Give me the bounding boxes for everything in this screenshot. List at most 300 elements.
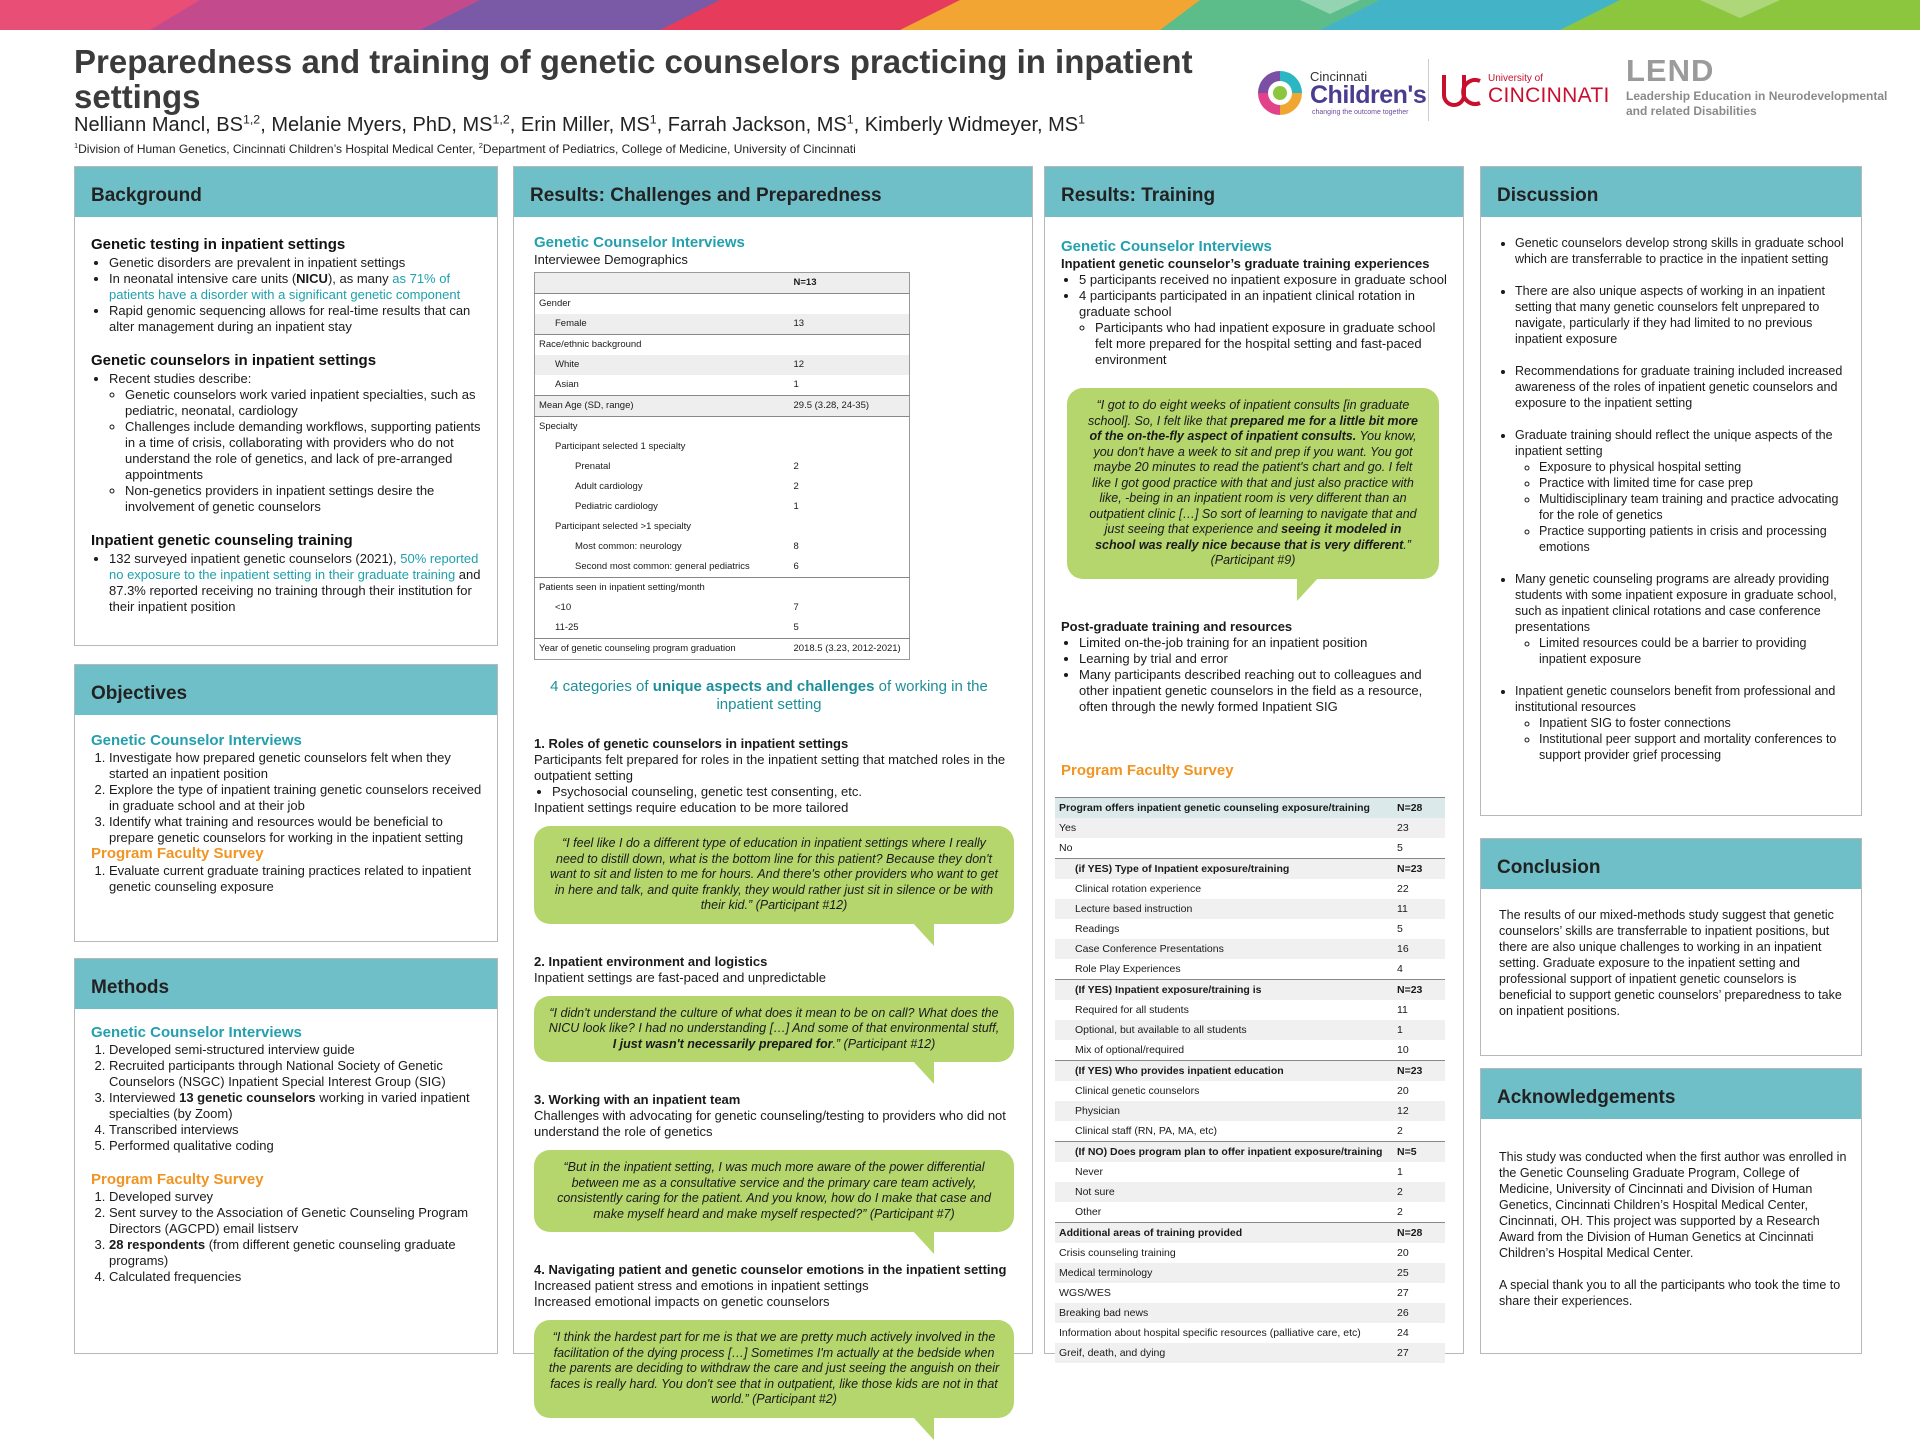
table-cell-label: No <box>1059 841 1073 854</box>
section-title: Inpatient genetic counseling training <box>91 532 353 549</box>
table-row <box>535 294 910 315</box>
table-cell-value: N=23 <box>1393 858 1445 879</box>
decorative-banner <box>0 0 1920 30</box>
list-item: 4. Calculated frequencies <box>109 1269 483 1285</box>
logo-tagline: changing the outcome together <box>1312 109 1409 116</box>
uc-mark-icon <box>1440 71 1484 111</box>
list-item <box>109 551 483 615</box>
acknowledgements-panel <box>1480 1068 1862 1354</box>
table-cell-label: Specialty <box>535 417 790 438</box>
table-cell-value: 20 <box>1397 1246 1409 1259</box>
author-affiliation-mark: 1,2 <box>242 112 261 127</box>
table-cell-label: Medical terminology <box>1055 1263 1393 1283</box>
category-text: Inpatient settings are fast-paced and unpredictable <box>534 969 826 985</box>
list-item <box>1079 288 1449 368</box>
author-affiliation-mark: 1 <box>846 112 854 127</box>
author: Kimberly Widmeyer, MS <box>864 114 1079 136</box>
table-cell-value: 12 <box>790 355 910 375</box>
table-cell-label: Program offers inpatient genetic counseling exposure/training <box>1055 797 1393 818</box>
list-item: ◦ Multidisciplinary team training and practice advocating for the role of genetics <box>1539 491 1847 523</box>
table-cell-label: Other <box>1075 1205 1102 1218</box>
table-cell-label: Most common: neurology <box>575 541 682 552</box>
table-cell-label: (If NO) Does program plan to offer inpatient exposure/training <box>1055 1141 1393 1162</box>
table-cell-value: N=5 <box>1393 1141 1445 1162</box>
list-item: 4. Transcribed interviews <box>109 1122 483 1138</box>
list-item: ◦ Practice supporting patients in crisis and processing emotions <box>1539 523 1847 555</box>
sub-list <box>1515 459 1847 555</box>
logo-text: Cincinnati <box>1310 69 1368 84</box>
logo-text: Children's <box>1310 81 1427 109</box>
table-row <box>535 314 910 335</box>
panel-body <box>1497 235 1847 763</box>
list-item: ◦ Practice with limited time for case prep <box>1539 475 1847 491</box>
bullet-list <box>534 784 1014 800</box>
table-row <box>1055 1081 1445 1101</box>
table-cell-value: 23 <box>1393 818 1445 838</box>
university-of-cincinnati-logo <box>1440 69 1610 119</box>
table-row <box>1055 939 1445 959</box>
list-item <box>1515 427 1847 555</box>
logo-text: University of <box>1488 73 1544 84</box>
quote-bubble <box>534 996 1014 1063</box>
sub-list <box>1515 715 1847 763</box>
table-row <box>535 396 910 417</box>
table-cell-value: 2 <box>1397 1124 1403 1137</box>
table-cell-value: N=23 <box>1393 1060 1445 1081</box>
table-row <box>535 355 910 375</box>
table-cell-value: 7 <box>793 602 799 613</box>
table-cell-value <box>790 335 910 356</box>
panel-body <box>534 235 1014 1418</box>
text: 4 participants participated in an inpatient clinical rotation in graduate school <box>1079 288 1416 319</box>
text: seeing it modeled in school was really nice because that is very different <box>1095 522 1404 552</box>
table-cell-value <box>790 417 910 438</box>
table-row <box>535 537 910 557</box>
table-cell-label: Required for all students <box>1075 1003 1189 1016</box>
table-cell-value: 27 <box>1397 1286 1409 1299</box>
table-cell-label: Clinical rotation experience <box>1075 882 1202 895</box>
panel-heading: Objectives <box>75 665 497 715</box>
table-cell-value <box>790 294 910 315</box>
table-cell-label: Not sure <box>1055 1182 1393 1202</box>
author-list: Nelliann Mancl, BS$^{1,2}$, Melanie Myers, PhD, MS$^{1,2}$, Erin Miller, $MS^1$, Farrah Jackson, $MS^1$, Kimberly Widmeyer, $MS^1$ <box>74 112 1086 136</box>
author-affiliation-mark: 1 <box>649 112 657 127</box>
table-cell-label: (If YES) Inpatient exposure/training is <box>1055 979 1393 1000</box>
table-cell-label: Clinical genetic counselors <box>1075 1084 1200 1097</box>
numbered-list <box>91 863 483 895</box>
table-cell-value: 1 <box>793 501 799 512</box>
table-cell-label: Asian <box>555 379 579 390</box>
category-text: Participants felt prepared for roles in the inpatient setting that matched roles in the outpatient setting <box>534 752 1006 783</box>
table-cell-label: Breaking bad news <box>1055 1303 1393 1323</box>
poster-title: Preparedness and training of genetic counselors practicing in inpatient settings <box>74 43 1193 115</box>
list-item: • Genetic counselors develop strong skills in graduate school which are transferrable to practice in the inpatient setting <box>1515 235 1847 267</box>
table-row <box>1055 797 1445 818</box>
acknowledgement-text: This study was conducted when the first author was enrolled in the Genetic Counseling Graduate Program, College of Medicine, University of Cincinnati and Division of Human Genetics, Cincinnati Children’s Hospital Medical Center, Cincinnati, OH. This project was supported by a Research Award from the Division of Human Genetics at Cincinnati Children’s Hospital Medical Center. <box>1499 1150 1847 1260</box>
category-title: 4. Navigating patient and genetic counselor emotions in the inpatient setting <box>534 1262 1007 1277</box>
list-item: 5. Performed qualitative coding <box>109 1138 483 1154</box>
table-cell-label: WGS/WES <box>1059 1286 1111 1299</box>
table-cell-label: Clinical staff (RN, PA, MA, etc) <box>1075 1124 1217 1137</box>
table-row <box>1055 838 1445 859</box>
affiliation-mark: 2 <box>478 141 483 150</box>
cincinnati-childrens-mark-icon <box>1254 67 1306 119</box>
table-cell-value: 20 <box>1397 1084 1409 1097</box>
categories-heading <box>534 678 1004 714</box>
text: and 87.3% reported receiving no training through their institution for their inpatient position <box>109 567 481 614</box>
affiliations <box>74 142 1234 156</box>
subsection-title: Post-graduate training and resources <box>1061 618 1293 634</box>
list-item: • 5 participants received no inpatient exposure in graduate school <box>1079 272 1449 288</box>
quote-bubble <box>1067 388 1439 579</box>
list-item <box>1515 683 1847 763</box>
section-title: Program Faculty Survey <box>91 845 264 862</box>
table-cell-value: 16 <box>1393 939 1445 959</box>
bullet-list <box>1061 272 1449 368</box>
table-cell-value: 29.5 (3.28, 24-35) <box>790 396 910 417</box>
table-cell-label: Female <box>535 314 790 335</box>
table-cell-label: Yes <box>1055 818 1393 838</box>
conclusion-text: The results of our mixed-methods study suggest that genetic counselors’ skills are transferrable to inpatient positions, but there are also unique challenges to working in an inpatient setting. Graduate exposure to the inpatient setting and professional support of inpatient genetic counselors is beneficial to support genetic counselors’ preparedness to take on inpatient positions. <box>1499 908 1842 1018</box>
logo-text: LEND <box>1626 53 1715 88</box>
list-item: ◦ Institutional peer support and mortality conferences to support provider grief processing <box>1539 731 1847 763</box>
author-affiliation-mark: 1,2 <box>492 112 510 127</box>
panel-heading: Results: Training <box>1045 167 1463 217</box>
panel-body <box>91 237 483 627</box>
list-item: ◦ Non-genetics providers in inpatient settings desire the involvement of genetic counselors <box>125 483 483 515</box>
table-cell-value: N=23 <box>1393 979 1445 1000</box>
table-cell-label: (If YES) Who provides inpatient education <box>1055 1060 1393 1081</box>
list-item: • Many participants described reaching out to colleagues and other inpatient genetic counselors in the field as a resource, often through the newly formed Inpatient SIG <box>1079 667 1449 715</box>
table-row <box>1055 1000 1445 1020</box>
text: You know, you don't have a week to sit and prep if you want. You got maybe 20 minutes to read the patient's chart and go. I felt like I got good practice with that and just also practice with like, -being in an inpatient room is very different than an outpatient clinic […] So sort of learning to navigate that and just seeing that experience and <box>1089 429 1417 536</box>
table-cell-label: (if YES) Type of Inpatient exposure/training <box>1055 858 1393 879</box>
table-cell-value: 2018.5 (3.23, 2012-2021) <box>790 639 910 660</box>
text: “I got to do eight weeks of inpatient consults [in graduate school]. So, I felt like that <box>1088 398 1410 428</box>
list-item: • Genetic disorders are prevalent in inpatient settings <box>109 255 483 271</box>
numbered-list <box>91 1189 483 1285</box>
table-cell-label: Role Play Experiences <box>1075 962 1181 975</box>
text: .” (Participant #9) <box>1210 537 1411 567</box>
highlight-text: as 71% of patients have a disorder with a significant genetic component <box>109 271 461 302</box>
table-cell-label: Year of genetic counseling program graduation <box>535 639 790 660</box>
table-cell-value: 11 <box>1393 899 1445 919</box>
table-cell-value: 2 <box>793 481 799 492</box>
table-cell-value: 11 <box>1397 1003 1408 1016</box>
list-item: ◦ Challenges include demanding workflows, supporting patients in a time of crisis, collaborating with providers who do not understand the role of genetics, and lack of pre-arranged appointments <box>125 419 483 483</box>
quote-bubble: “I feel like I do a different type of education in inpatient settings where I really need to distill down, what is the bottom line for this patient? Because they don't want to sit and listen to me for hours. And there's other providers who want to get in here and talk, and quite frankly, they would rather just sit in silence or be with their kid.” (Participant #12) <box>534 826 1014 924</box>
text: 4 categories of <box>550 678 653 695</box>
table-row <box>535 437 910 457</box>
panel-heading: Background <box>75 167 497 217</box>
table-row <box>1055 1101 1445 1121</box>
table-cell-value: 2 <box>1397 1205 1403 1218</box>
table-row <box>535 335 910 356</box>
text: 28 respondents <box>109 1237 206 1252</box>
section-title: Genetic testing in inpatient settings <box>91 236 346 253</box>
table-cell-label: <10 <box>555 602 572 613</box>
table-cell-value: 4 <box>1397 962 1403 975</box>
table-cell-label: Second most common: general pediatrics <box>575 561 750 572</box>
list-item: • Rapid genomic sequencing allows for real-time results that can alter management during an inpatient stay <box>109 303 483 335</box>
text: of working in the inpatient setting <box>716 678 988 713</box>
table-row <box>1055 919 1445 939</box>
table-row <box>1055 979 1445 1000</box>
text: “I didn't understand the culture of what does it mean to be on call? What does the NICU look like? I had no understanding […] And some of that environmental stuff, <box>548 1005 1000 1035</box>
list-item: 2. Recruited participants through National Society of Genetic Counselors (NSGC) Inpatient Special Interest Group (SIG) <box>109 1058 483 1090</box>
table-row <box>535 618 910 639</box>
text: Many genetic counseling programs are already providing students with some inpatient exposure in graduate school, such as inpatient clinical rotations and case conference presentations <box>1515 572 1837 634</box>
category-text: Increased patient stress and emotions in inpatient settings <box>534 1278 869 1293</box>
text: Inpatient genetic counselors benefit from professional and institutional resources <box>1515 684 1836 714</box>
table-cell-label: Lecture based instruction <box>1055 899 1393 919</box>
list-item: 3. Identify what training and resources would be beneficial to prepare genetic counselors for working in the inpatient setting <box>109 814 483 846</box>
list-item <box>109 1237 483 1269</box>
list-item <box>109 371 483 515</box>
table-row <box>535 477 910 497</box>
list-item: 1. Developed semi-structured interview guide <box>109 1042 483 1058</box>
table-cell-label: Patients seen in inpatient setting/month <box>535 578 790 599</box>
section-title: Genetic counselors in inpatient settings <box>91 352 377 369</box>
table-cell-label: 11-25 <box>555 622 579 633</box>
table-cell-value: 6 <box>793 561 799 572</box>
list-item: 1. Developed survey <box>109 1189 483 1205</box>
discussion-panel <box>1480 166 1862 816</box>
table-cell-value: 22 <box>1397 882 1409 895</box>
text: prepared me for a little bit more of the on-the-fly aspect of inpatient consults. <box>1089 413 1418 443</box>
acknowledgement-text: A special thank you to all the participants who took the time to share their experiences. <box>1499 1278 1841 1308</box>
table-caption: Interviewee Demographics <box>534 252 688 267</box>
list-item: ◦ Participants who had inpatient exposure in graduate school felt more prepared for the hospital setting and fast-paced environment <box>1095 320 1449 368</box>
table-row <box>1055 1182 1445 1202</box>
bullet-list <box>1497 235 1847 763</box>
table-row <box>535 517 910 537</box>
text: ), as many <box>327 271 393 286</box>
affiliation-2: Department of Pediatrics, College of Medicine, University of Cincinnati <box>482 142 856 156</box>
table-row <box>1055 1020 1445 1040</box>
category-text: Challenges with advocating for genetic counseling/testing to providers who did not understand the role of genetics <box>534 1108 1006 1139</box>
table-cell-value <box>790 517 910 537</box>
text: I just wasn't necessarily prepared for <box>612 1036 833 1051</box>
table-cell-label: Race/ethnic background <box>535 335 790 356</box>
table-cell-value: N=13 <box>790 273 910 294</box>
table-cell-label: Never <box>1075 1165 1104 1178</box>
author: Melanie Myers, PhD, MS <box>271 114 493 136</box>
list-item <box>1515 571 1847 667</box>
section-title: Genetic Counselor Interviews <box>91 1024 302 1041</box>
table-row <box>535 417 910 438</box>
table-row <box>1055 818 1445 838</box>
table-cell-label: Optional, but available to all students <box>1055 1020 1393 1040</box>
section-title: Program Faculty Survey <box>1061 761 1234 779</box>
panel-body <box>1499 1149 1847 1309</box>
list-item <box>109 271 483 303</box>
table-cell-value: 5 <box>793 622 799 633</box>
category-title: 1. Roles of genetic counselors in inpatient settings <box>534 736 849 751</box>
table-cell-label: Participant selected >1 specialty <box>555 521 691 532</box>
panel-heading: Discussion <box>1481 167 1861 217</box>
table-cell-label: Adult cardiology <box>575 481 643 492</box>
table-row <box>535 598 910 618</box>
table-cell-value: 2 <box>1393 1182 1445 1202</box>
panel-heading: Methods <box>75 959 497 1009</box>
table-row <box>1055 858 1445 879</box>
text: NICU <box>296 271 328 286</box>
table-row <box>1055 1343 1445 1363</box>
section-title: Genetic Counselor Interviews <box>91 732 302 749</box>
table-cell-label: Pediatric cardiology <box>575 501 658 512</box>
text: In neonatal intensive care units ( <box>109 271 297 286</box>
table-row <box>1055 959 1445 980</box>
table-cell-value: 2 <box>793 461 799 472</box>
table-row <box>1055 1202 1445 1223</box>
list-item: ◦ Limited resources could be a barrier to providing inpatient exposure <box>1539 635 1847 667</box>
table-cell-label: Prenatal <box>575 461 611 472</box>
list-item: • Psychosocial counseling, genetic test consenting, etc. <box>552 784 1014 800</box>
table-cell-value: 26 <box>1393 1303 1445 1323</box>
text: 132 surveyed inpatient genetic counselors (2021), <box>109 551 401 566</box>
training-panel <box>1044 166 1464 1359</box>
table-cell-value: 27 <box>1393 1343 1445 1363</box>
table-row <box>535 578 910 599</box>
bullet-list <box>91 551 483 615</box>
table-cell-value: 8 <box>793 541 799 552</box>
table-cell-label: Readings <box>1075 922 1120 935</box>
objectives-panel <box>74 664 498 942</box>
subsection-title: Inpatient genetic counselor’s graduate training experiences <box>1061 256 1430 271</box>
table-cell-label: White <box>535 355 790 375</box>
list-item: ◦ Genetic counselors work varied inpatient specialties, such as pediatric, neonatal, cardiology <box>125 387 483 419</box>
table-cell-value: 5 <box>1397 922 1403 935</box>
panel-body <box>91 733 483 895</box>
table-row <box>535 273 910 294</box>
text: working in varied inpatient specialties (by Zoom) <box>109 1090 470 1121</box>
text: 13 genetic counselors <box>179 1090 316 1105</box>
table-cell-value <box>790 437 910 457</box>
table-cell-label: Participant selected 1 specialty <box>555 441 686 452</box>
table-cell-label: Information about hospital specific resources (palliative care, etc) <box>1059 1326 1361 1339</box>
logo-text: and related Disabilities <box>1626 104 1757 118</box>
panel-heading: Results: Challenges and Preparedness <box>514 167 1032 217</box>
list-item: • There are also unique aspects of working in an inpatient setting that many genetic counselors felt unprepared to navigate, particularly if they had limited to no previous inpatient exposure <box>1515 283 1847 347</box>
sub-list <box>109 387 483 515</box>
cincinnati-childrens-logo <box>1250 59 1425 119</box>
table-row <box>535 375 910 396</box>
sub-list <box>1515 635 1847 667</box>
table-row <box>1055 1162 1445 1182</box>
panel-heading: Acknowledgements <box>1481 1069 1861 1119</box>
demographics-table <box>534 272 910 660</box>
affiliation-mark: 1 <box>74 141 79 150</box>
table-cell-value: 25 <box>1393 1263 1445 1283</box>
faculty-survey-table <box>1055 797 1445 1363</box>
numbered-list <box>91 1042 483 1154</box>
section-title: Genetic Counselor Interviews <box>1061 238 1272 255</box>
table-row <box>1055 879 1445 899</box>
logo-text: CINCINNATI <box>1488 84 1610 107</box>
list-item: • Recommendations for graduate training included increased awareness of the roles of inpatient genetic counselors and exposure to the inpatient setting <box>1515 363 1847 411</box>
list-item <box>109 1090 483 1122</box>
panel-body <box>1061 239 1449 1363</box>
background-panel <box>74 166 498 646</box>
text: unique aspects and challenges <box>652 678 875 695</box>
table-cell-value: 1 <box>1397 1165 1403 1178</box>
list-item: ◦ Exposure to physical hospital setting <box>1539 459 1847 475</box>
quote-bubble: “But in the inpatient setting, I was much more aware of the power differential between me as a consultative service and the primary care team actively, consistently caring for the patient. And you know, how do I make that case and make myself heard and make myself respected?” (Participant #7) <box>534 1150 1014 1232</box>
category-text: Increased emotional impacts on genetic counselors <box>534 1294 830 1309</box>
conclusion-panel <box>1480 838 1862 1056</box>
logo-divider <box>1428 59 1429 121</box>
panel-body <box>91 1025 483 1285</box>
author-affiliation-mark: 1 <box>1078 112 1086 127</box>
challenges-panel <box>513 166 1033 1406</box>
table-cell-value: N=28 <box>1393 1222 1445 1243</box>
text: (from different genetic counseling graduate programs) <box>109 1237 456 1268</box>
table-cell-value: 13 <box>790 314 910 335</box>
text: Recent studies describe: <box>109 371 252 386</box>
highlight-text: 50% reported no exposure to the inpatient setting in their graduate training <box>109 551 479 582</box>
panel-heading: Conclusion <box>1481 839 1861 889</box>
table-cell-value: N=28 <box>1393 797 1445 818</box>
table-cell-label: Mean Age (SD, range) <box>535 396 790 417</box>
table-row <box>1055 1323 1445 1343</box>
methods-panel <box>74 958 498 1354</box>
table-row <box>1055 1263 1445 1283</box>
table-row <box>1055 1303 1445 1323</box>
table-cell-label: Mix of optional/required <box>1075 1043 1185 1056</box>
table-row <box>1055 1243 1445 1263</box>
section-title: Program Faculty Survey <box>91 1171 264 1188</box>
table-cell-label: Case Conference Presentations <box>1055 939 1393 959</box>
author: Nelliann Mancl, BS <box>74 114 243 136</box>
table-cell-value: 1 <box>1393 1020 1445 1040</box>
bullet-list <box>1061 635 1449 715</box>
table-cell-value: 1 <box>793 379 799 390</box>
text: Interviewed <box>109 1090 180 1105</box>
category-title: 3. Working with an inpatient team <box>534 1092 741 1107</box>
numbered-list <box>91 750 483 846</box>
table-row <box>1055 1060 1445 1081</box>
list-item: 1. Evaluate current graduate training practices related to inpatient genetic counseling exposure <box>109 863 483 895</box>
table-row <box>1055 1222 1445 1243</box>
table-cell-label: Gender <box>535 294 790 315</box>
table-row <box>1055 899 1445 919</box>
table-cell-label: Physician <box>1055 1101 1393 1121</box>
table-row <box>1055 1040 1445 1061</box>
bullet-list <box>91 255 483 335</box>
table-row <box>535 457 910 477</box>
table-row <box>535 497 910 517</box>
list-item: 2. Explore the type of inpatient training genetic counselors received in graduate school and at their job <box>109 782 483 814</box>
quote-bubble: “I think the hardest part for me is that we are pretty much actively involved in the facilitation of the dying process […] Sometimes I'm actually at the bedside when the parents are deciding to withdraw the care and just seeing the anguish on their faces is really hard. You don't see that in outpatient, like those kids are not in that world.” (Participant #2) <box>534 1320 1014 1418</box>
table-cell-value: 5 <box>1397 841 1403 854</box>
text: Graduate training should reflect the unique aspects of the inpatient setting <box>1515 428 1833 458</box>
list-item: • Limited on-the-job training for an inpatient position <box>1079 635 1449 651</box>
author: Erin Miller, MS <box>520 114 650 136</box>
table-cell-value <box>790 578 910 599</box>
table-row <box>1055 1283 1445 1303</box>
list-item: 2. Sent survey to the Association of Genetic Counseling Program Directors (AGCPD) email listserv <box>109 1205 483 1237</box>
bullet-list <box>91 371 483 515</box>
table-cell-label <box>535 273 790 294</box>
category-text: Inpatient settings require education to be more tailored <box>534 800 849 815</box>
table-cell-value: 12 <box>1393 1101 1445 1121</box>
table-row <box>1055 1121 1445 1142</box>
logo-bar <box>1250 55 1910 125</box>
list-item: ◦ Inpatient SIG to foster connections <box>1539 715 1847 731</box>
sub-list <box>1079 320 1449 368</box>
section-title: Genetic Counselor Interviews <box>534 234 745 251</box>
